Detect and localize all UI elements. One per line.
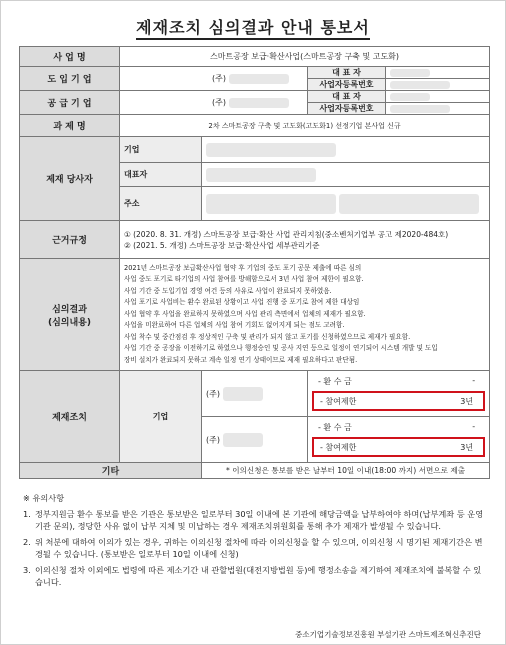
result-line: 사업 포기로 사업비는 환수 완료된 상황이고 사업 진행 중 포기로 참여 제한 대상임: [124, 298, 360, 307]
sanction-label: 제재조치: [20, 371, 120, 463]
notes-section: [23, 492, 485, 592]
other-label: 기타: [20, 463, 202, 479]
party-rep-value: [202, 163, 490, 187]
company-rep-label: 대 표 자: [308, 67, 386, 79]
row-basis: [20, 221, 490, 259]
company-value: (주): [120, 67, 308, 91]
row-project: [20, 47, 490, 67]
result-line: 사업 착수 및 중간점검 후 정상적인 구축 및 관리가 되지 않고 포기를 신청하였으므로 제재가 필요함.: [124, 332, 411, 341]
result-line: 사업 중도 포기로 타기업의 사업 참여를 방해함으로서 3년 사업 참여 제한이 필요함.: [124, 275, 364, 284]
basis-label: 근거규정: [20, 221, 120, 259]
supplier-rep-value: [386, 91, 490, 103]
redacted-address: [339, 194, 479, 214]
row-other: [20, 463, 490, 479]
refund-line: - 환 수 금 -: [318, 422, 476, 432]
row-party-company: [20, 137, 490, 163]
party-label: 제재 당사자: [20, 137, 120, 221]
result-line: 사업 기간 중 공장을 이전하기로 하였으나 행정승인 및 공사 지연 등으로 일정이 연기되어 시스템 개발 및 도입: [124, 344, 438, 353]
redacted-company: [229, 74, 289, 84]
subject-value: 2차 스마트공장 구축 및 고도화(고도화1) 선정기업 본사업 신규: [120, 115, 490, 137]
redacted-company: [223, 433, 263, 447]
company-bizno-value: [386, 79, 490, 91]
sanction-party-label: 기업: [120, 371, 202, 463]
supplier-value: (주): [120, 91, 308, 115]
project-value: 스마트공장 보급·확산사업(스마트공장 구축 및 고도화): [120, 47, 490, 67]
result-line: 사업 협약 후 사업을 완료하지 못하였으며 사업 관리 측면에서 업체의 제재가 필요함.: [124, 309, 366, 318]
row-sanction-1: [20, 371, 490, 417]
redacted-supplier: [229, 98, 289, 108]
participation-highlight: - 참여제한 3년: [312, 437, 485, 457]
note-item: 3. 이의신청 절차 이외에도 법령에 따른 제소기간 내 관할법원(대전지방법원 등)에 행정소송을 제기하여 제재조치에 불복할 수 있습니다.: [23, 565, 482, 587]
basis-item: ② (2021. 5. 개정) 스마트공장 보급·확산사업 세부관리기준: [124, 240, 320, 250]
party-company-label: 기업: [120, 137, 202, 163]
company-bizno-label: 사업자등록번호: [308, 79, 386, 91]
result-line: 장비 설치가 완료되지 못하고 계속 일정 연기 상태이므로 제재 필요하다고 판단됨.: [124, 355, 358, 364]
result-line: 2021년 스마트공장 보급확산사업 협약 후 기업의 중도 포기 공문 제출에 따른 심의: [124, 263, 362, 272]
party-address-label: 주소: [120, 187, 202, 221]
note-item: 2. 위 처분에 대하여 이의가 있는 경우, 귀하는 이의신청 절차에 따라 이의신청을 할 수 있으며, 이의신청 시 명기된 제재기간은 변경될 수 있습니다. (통보받은 일로부터 10일 이내에 신청): [23, 537, 483, 559]
company-label: 도 입 기 업: [20, 67, 120, 91]
supplier-bizno-label: 사업자등록번호: [308, 103, 386, 115]
party-company-value: [202, 137, 490, 163]
other-value: * 이의신청은 통보를 받은 날부터 10일 이내(18:00 까지) 서면으로 제출: [202, 463, 490, 479]
redacted-rep: [390, 93, 430, 101]
sanction-company-2: (주): [202, 417, 308, 463]
redacted-bizno: [390, 81, 450, 89]
basis-value: [120, 221, 490, 259]
row-company: [20, 67, 490, 79]
note-item: 1. 정부지원금 환수 통보를 받은 기관은 통보받은 일로부터 30일 이내에 본 기관에 해당금액을 납부하여야 하며(납부계좌 등 운영기관 문의), 정당한 사유 없이 납부 지체 및 미납하는 경우 제재조치위원회를 통해 추가 제재가 발생될 수 있습니다.: [23, 509, 484, 531]
basis-item: ① (2020. 8. 31. 개정) 스마트공장 보급·확산 사업 관리지침(중소벤처기업부 공고 제2020-484호): [124, 229, 449, 239]
supplier-rep-label: 대 표 자: [308, 91, 386, 103]
result-label: 심의결과 (심의내용): [20, 259, 120, 371]
refund-line: - 환 수 금 -: [318, 376, 476, 386]
issuer-footer: 중소기업기술정보진흥원 부설기관 스마트제조혁신추진단: [295, 630, 481, 639]
supplier-bizno-value: [386, 103, 490, 115]
company-rep-value: [386, 67, 490, 79]
redacted-company: [223, 387, 263, 401]
row-subject: [20, 115, 490, 137]
result-line: 사업을 미완료하여 다른 업체의 사업 참여 기회도 없어지게 되는 점도 고려함.: [124, 321, 345, 330]
participation-highlight: - 참여제한 3년: [312, 391, 485, 411]
redacted-rep: [390, 69, 430, 77]
subject-label: 과 제 명: [20, 115, 120, 137]
party-rep-label: 대표자: [120, 163, 202, 187]
row-result: [20, 259, 490, 371]
redacted-rep: [206, 168, 316, 182]
project-label: 사 업 명: [20, 47, 120, 67]
redacted-bizno: [390, 105, 450, 113]
supplier-label: 공 급 기 업: [20, 91, 120, 115]
result-value: [120, 259, 490, 371]
result-line: 사업 기간 중 도입기업 경영 여건 등의 사유로 사업이 완료되지 못하였음.: [124, 286, 332, 295]
sanction-detail-1: [308, 371, 490, 417]
redacted-address: [206, 194, 336, 214]
sanction-company-1: (주): [202, 371, 308, 417]
document-title: 제재조치 심의결과 안내 통보서: [1, 15, 505, 37]
notice-table: [19, 46, 490, 479]
notes-heading: ※ 유의사항: [23, 493, 65, 503]
row-supplier: [20, 91, 490, 103]
redacted-company: [206, 143, 336, 157]
party-address-value: [202, 187, 490, 221]
sanction-detail-2: [308, 417, 490, 463]
